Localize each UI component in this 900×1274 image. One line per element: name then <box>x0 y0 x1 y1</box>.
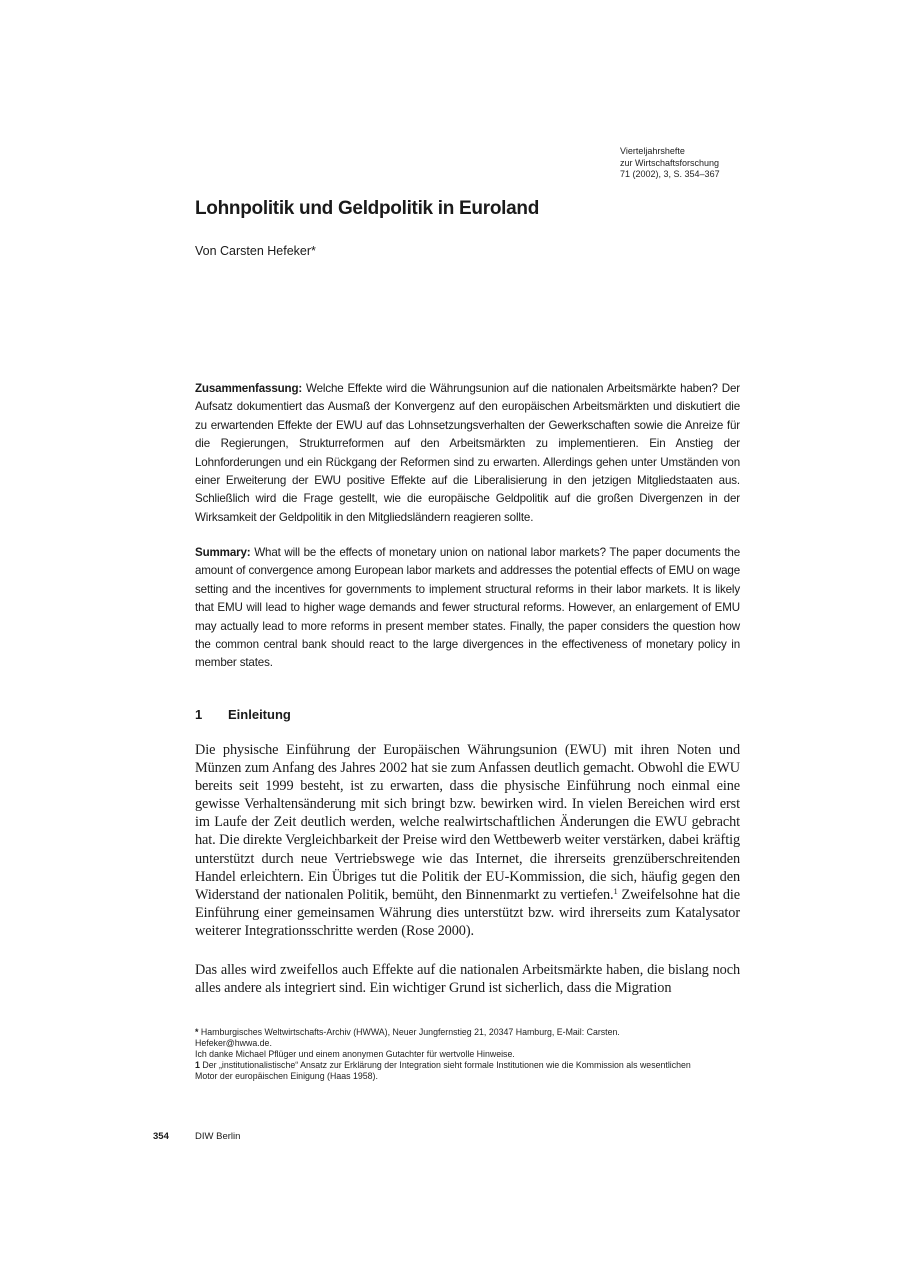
footnote-1-text: Der „institutionalistische“ Ansatz zur Erklärung der Integration sieht formale Institutionen wie die Kommission als wesentlichen Motor der europäischen Einigung (Haas 1958). <box>195 1060 691 1082</box>
section-number: 1 <box>195 707 203 722</box>
publisher-name: DIW Berlin <box>195 1131 241 1142</box>
paragraph-1-text-b: Zweifelsohne hat die Einführung einer gemeinsamen Währung dies unterstützt bzw. wird ihrerseits zum Katalysator weiterer Integrationsschritte werden (Rose 2000). <box>195 886 740 939</box>
footnotes <box>195 1027 695 1082</box>
footnote-1 <box>195 1060 695 1082</box>
section-title: Einleitung <box>228 707 291 722</box>
abstract-english <box>195 544 740 673</box>
abstract-german-label: Zusammenfassung: <box>195 382 303 395</box>
journal-name-line2: zur Wirtschaftsforschung <box>620 157 720 168</box>
footnote-1-mark: 1 <box>195 1060 200 1071</box>
journal-citation: 71 (2002), 3, S. 354–367 <box>620 169 720 179</box>
author-line: Von Carsten Hefeker* <box>195 244 316 258</box>
abstract-english-text: What will be the effects of monetary union on national labor markets? The paper documents the amount of convergence among European labor markets and addresses the potential effects of EMU on wage setting and the incentives for governments to implement structural reforms in their labor markets. It is likely that EMU will lead to higher wage demands and fewer structural reforms. However, an enlargement of EMU may actually lead to more reforms in present member states. Finally, the paper considers the question how the common central bank should react to the large divergences in the effectiveness of monetary policy in member states. <box>195 546 740 670</box>
paper-title: Lohnpolitik und Geldpolitik in Euroland <box>195 198 539 219</box>
abstract-english-label: Summary: <box>195 546 251 559</box>
footnote-author-text: Hamburgisches Weltwirtschafts-Archiv (HWWA), Neuer Jungfernstieg 21, 20347 Hamburg, E-Mail: Carsten. Hefeker@hwwa.de. <box>195 1027 620 1049</box>
paragraph-1-text-a: Die physische Einführung der Europäischen Währungsunion (EWU) mit ihren Noten und Münzen zum Anfang des Jahres 2002 hat sie zum Anfassen deutlich gemacht. Obwohl die EWU bereits seit 1999 besteht, ist zu erwarten, dass die physische Einführung noch einmal eine gewisse Verhaltensänderung mit sich bringt bzw. bewirken wird. In vielen Bereichen wird erst im Laufe der Zeit deutlich werden, welche realwirtschaftlichen Änderungen die EWU gebracht hat. Die direkte Vergleichbarkeit der Preise wird den Wettbewerb weiter verstärken, dabei kräftig unterstützt durch neue Vertriebswege wie das Internet, die ihrerseits grenzüberschreitenden Handel erleichtern. Ein Übriges tut die Politik der EU-Kommission, die sich, häufig gegen den Widerstand der nationalen Politik, bemüht, den Binnenmarkt zu vertiefen. <box>195 742 740 903</box>
body-paragraph-1 <box>195 741 740 940</box>
body-paragraph-2: Das alles wird zweifellos auch Effekte auf die nationalen Arbeitsmärkte haben, die bislang noch alles andere als integriert sind. Ein wichtiger Grund ist sicherlich, dass die Migration <box>195 962 740 997</box>
footnote-star-mark: * <box>195 1027 199 1037</box>
footnote-author <box>195 1027 695 1049</box>
journal-info <box>620 146 820 181</box>
abstract-german-text: Welche Effekte wird die Währungsunion auf die nationalen Arbeitsmärkte haben? Der Aufsatz dokumentiert das Ausmaß der Konvergenz auf den europäischen Arbeitsmärkten und diskutiert die zu erwartenden Effekte der EWU auf das Lohnsetzungsverhalten der Gewerkschaften sowie die Anreize für die Regierungen, Strukturreformen auf den Arbeitsmärkten zu implementieren. Ein Anstieg der Lohnforderungen und ein Rückgang der Reformen sind zu erwarten. Allerdings gehen unter Umständen von einer Erweiterung der EWU positive Effekte auf die Liberalisierung in den jetzigen Mitgliedstaaten aus. Schließlich wird die Frage gestellt, wie die europäische Geldpolitik auf die großen Divergenzen in der Wirksamkeit der Geldpolitik in den Mitgliedsländern reagieren sollte. <box>195 382 740 524</box>
page-number: 354 <box>153 1131 169 1142</box>
footnote-ref-1[interactable]: 1 <box>613 885 618 896</box>
page-footer <box>153 1131 240 1142</box>
abstract-german <box>195 380 740 527</box>
footnote-thanks: Ich danke Michael Pflüger und einem anonymen Gutachter für wertvolle Hinweise. <box>195 1049 515 1060</box>
journal-name-line1: Vierteljahrshefte <box>620 146 685 156</box>
section-heading <box>195 707 291 722</box>
